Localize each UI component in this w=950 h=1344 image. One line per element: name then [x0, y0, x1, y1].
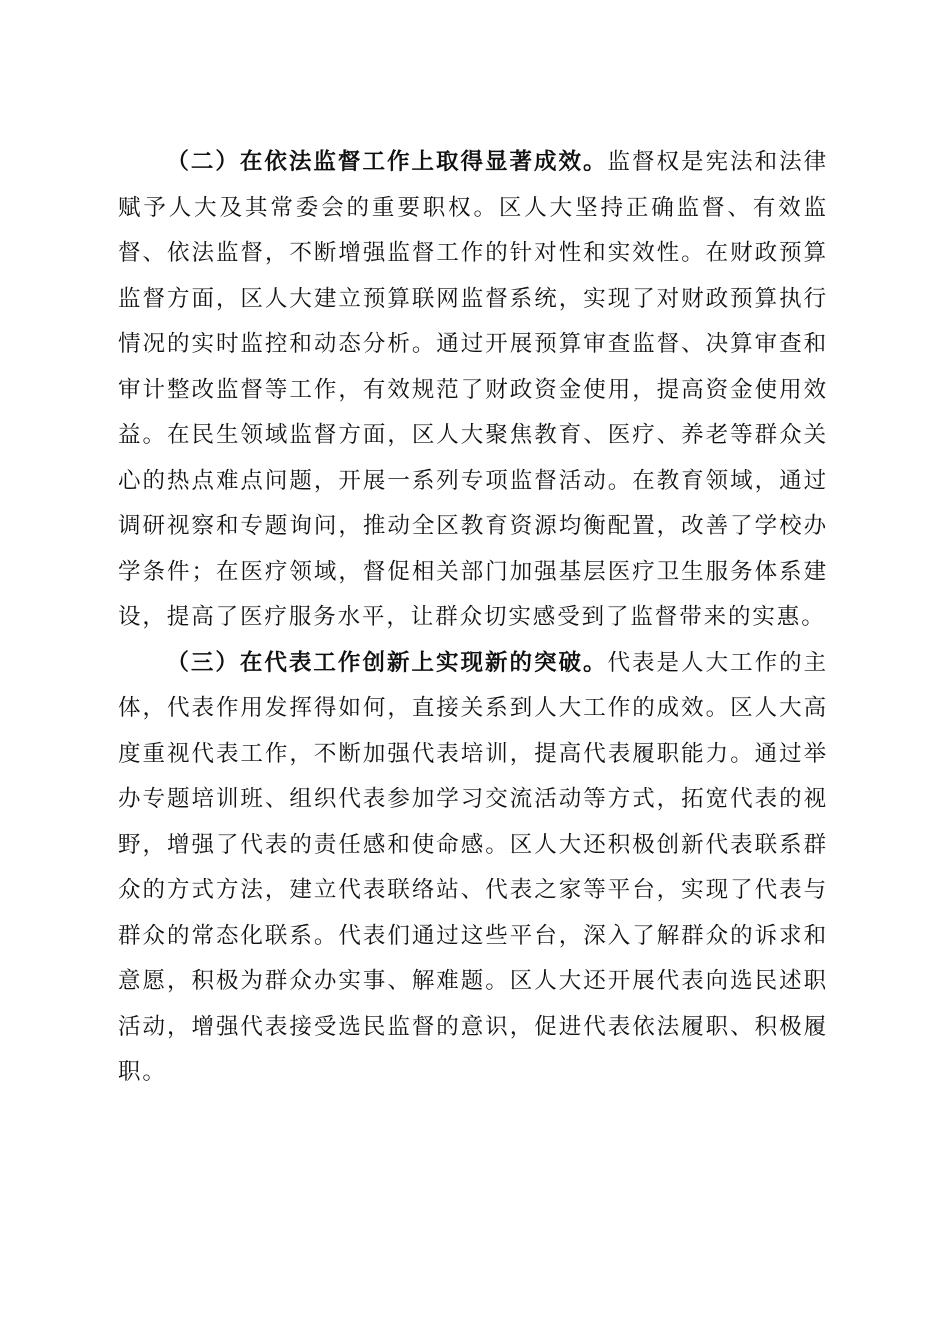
paragraph-representatives	[118, 641, 828, 1096]
document-body	[118, 140, 828, 1096]
paragraph-text: 代表是人大工作的主体，代表作用发挥得如何，直接关系到人大工作的成效。区人大高度重视代表工作，不断加强代表培训，提高代表履职能力。通过举办专题培训班、组织代表参加学习交流活动等方式，拓宽代表的视野，增强了代表的责任感和使命感。区人大还积极创新代表联系群众的方式方法，建立代表联络站、代表之家等平台，实现了代表与群众的常态化联系。代表们通过这些平台，深入了解群众的诉求和意愿，积极为群众办实事、解难题。区人大还开展代表向选民述职活动，增强代表接受选民监督的意识，促进代表依法履职、积极履职。	[118, 649, 828, 1085]
paragraph-heading: （二）在依法监督工作上取得显著成效。	[166, 149, 608, 175]
paragraph-supervision	[118, 140, 828, 641]
paragraph-heading: （三）在代表工作创新上实现新的突破。	[166, 649, 608, 676]
paragraph-text: 监督权是宪法和法律赋予人大及其常委会的重要职权。区人大坚持正确监督、有效监督、依法监督，不断增强监督工作的针对性和实效性。在财政预算监督方面，区人大建立预算联网监督系统，实现了对财政预算执行情况的实时监控和动态分析。通过开展预算审查监督、决算审查和审计整改监督等工作，有效规范了财政资金使用，提高资金使用效益。在民生领域监督方面，区人大聚焦教育、医疗、养老等群众关心的热点难点问题，开展一系列专项监督活动。在教育领域，通过调研视察和专题询问，推动全区教育资源均衡配置，改善了学校办学条件；在医疗领域，督促相关部门加强基层医疗卫生服务体系建设，提高了医疗服务水平，让群众切实感受到了监督带来的实惠。	[118, 149, 828, 630]
